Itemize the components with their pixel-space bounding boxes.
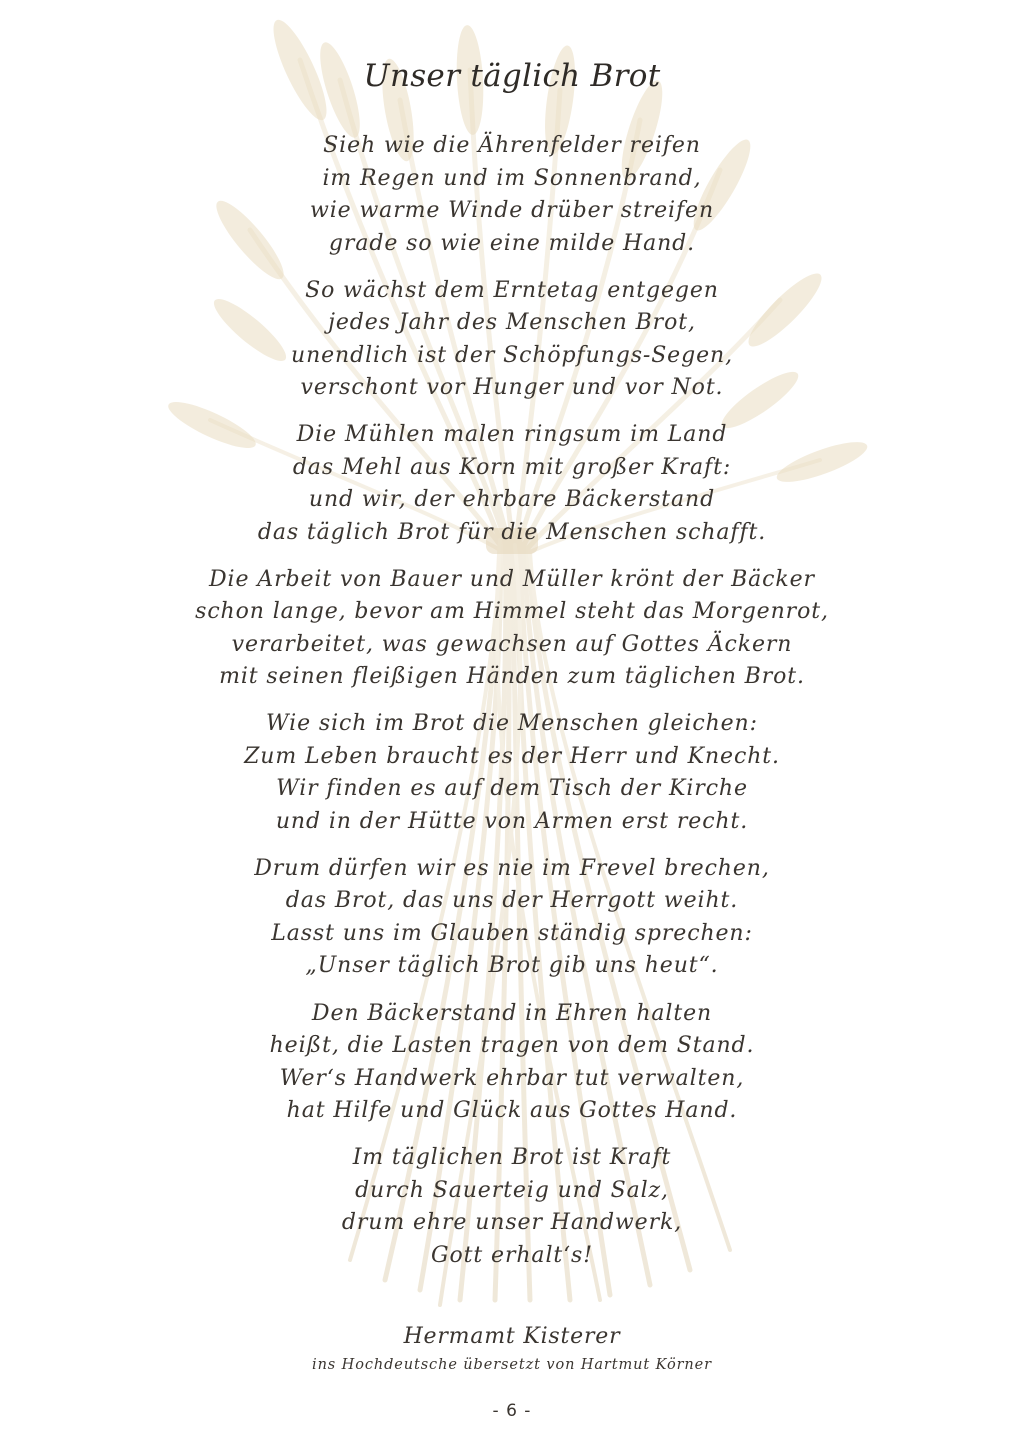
poem-line: Die Mühlen malen ringsum im Land [296, 422, 728, 448]
poem-line: Gott erhalt‘s! [431, 1242, 593, 1268]
author-name: Hermamt Kisterer [403, 1324, 621, 1349]
poem-line: „Unser täglich Brot gib uns heut“. [305, 953, 719, 979]
poem-line: Wir finden es auf dem Tisch der Kirche [276, 776, 748, 802]
poem-line: und in der Hütte von Armen erst recht. [275, 808, 749, 834]
stanza [0, 564, 1024, 694]
poem-line: Wer‘s Handwerk ehrbar tut verwalten, [279, 1065, 745, 1091]
poem-line: unendlich ist der Schöpfungs-Segen, [291, 342, 733, 368]
stanza [0, 998, 1024, 1128]
poem-line: grade so wie eine milde Hand. [328, 230, 696, 256]
poem-line: das Brot, das uns der Herrgott weiht. [285, 888, 739, 914]
poem-line: Lasst uns im Glauben ständig sprechen: [271, 920, 753, 946]
poem-line: wie warme Winde drüber streifen [309, 198, 715, 223]
poem-line: Sieh wie die Ährenfelder reifen [323, 133, 701, 158]
stanza [0, 1142, 1024, 1272]
poem-line: mit seinen fleißigen Händen zum täglichen Brot. [219, 664, 805, 690]
poem-line: verschont vor Hunger und vor Not. [300, 375, 724, 401]
poem-line: So wächst dem Erntetag entgegen [305, 277, 719, 303]
stanza [0, 853, 1024, 983]
stanza [0, 708, 1024, 838]
poem-line: Drum dürfen wir es nie im Frevel brechen, [254, 855, 770, 881]
poem-line: im Regen und im Sonnenbrand, [322, 165, 702, 191]
poem-line: drum ehre unser Handwerk, [341, 1210, 683, 1236]
poem-line: und wir, der ehrbare Bäckerstand [308, 487, 716, 513]
poem-line: das Mehl aus Korn mit großer Kraft: [292, 454, 732, 480]
poem-line: Im täglichen Brot ist Kraft [352, 1145, 672, 1171]
stanza [0, 275, 1024, 405]
poem-title: Unser täglich Brot [363, 58, 661, 94]
translator-credit: ins Hochdeutsche übersetzt von Hartmut Körner [312, 1357, 712, 1373]
page-number: - 6 - [492, 1401, 532, 1421]
poem-line: das täglich Brot für die Menschen schafft. [257, 519, 767, 545]
poem-line: durch Sauerteig und Salz, [355, 1177, 669, 1203]
poem-line: Wie sich im Brot die Menschen gleichen: [266, 711, 758, 737]
poem-line: schon lange, bevor am Himmel steht das Morgenrot, [195, 599, 829, 625]
poem-line: hat Hilfe und Glück aus Gottes Hand. [286, 1098, 738, 1124]
poem-line: heißt, die Lasten tragen von dem Stand. [269, 1033, 755, 1059]
stanza [0, 130, 1024, 260]
poem-line: jedes Jahr des Menschen Brot, [328, 310, 696, 336]
poem-line: Die Arbeit von Bauer und Müller krönt der Bäcker [209, 566, 815, 592]
poem-body [0, 130, 1024, 1287]
stanza [0, 419, 1024, 549]
poem-line: Den Bäckerstand in Ehren halten [311, 1000, 713, 1026]
poem-line: verarbeitet, was gewachsen auf Gottes Äckern [231, 631, 793, 657]
poem-line: Zum Leben braucht es der Herr und Knecht. [244, 743, 780, 769]
